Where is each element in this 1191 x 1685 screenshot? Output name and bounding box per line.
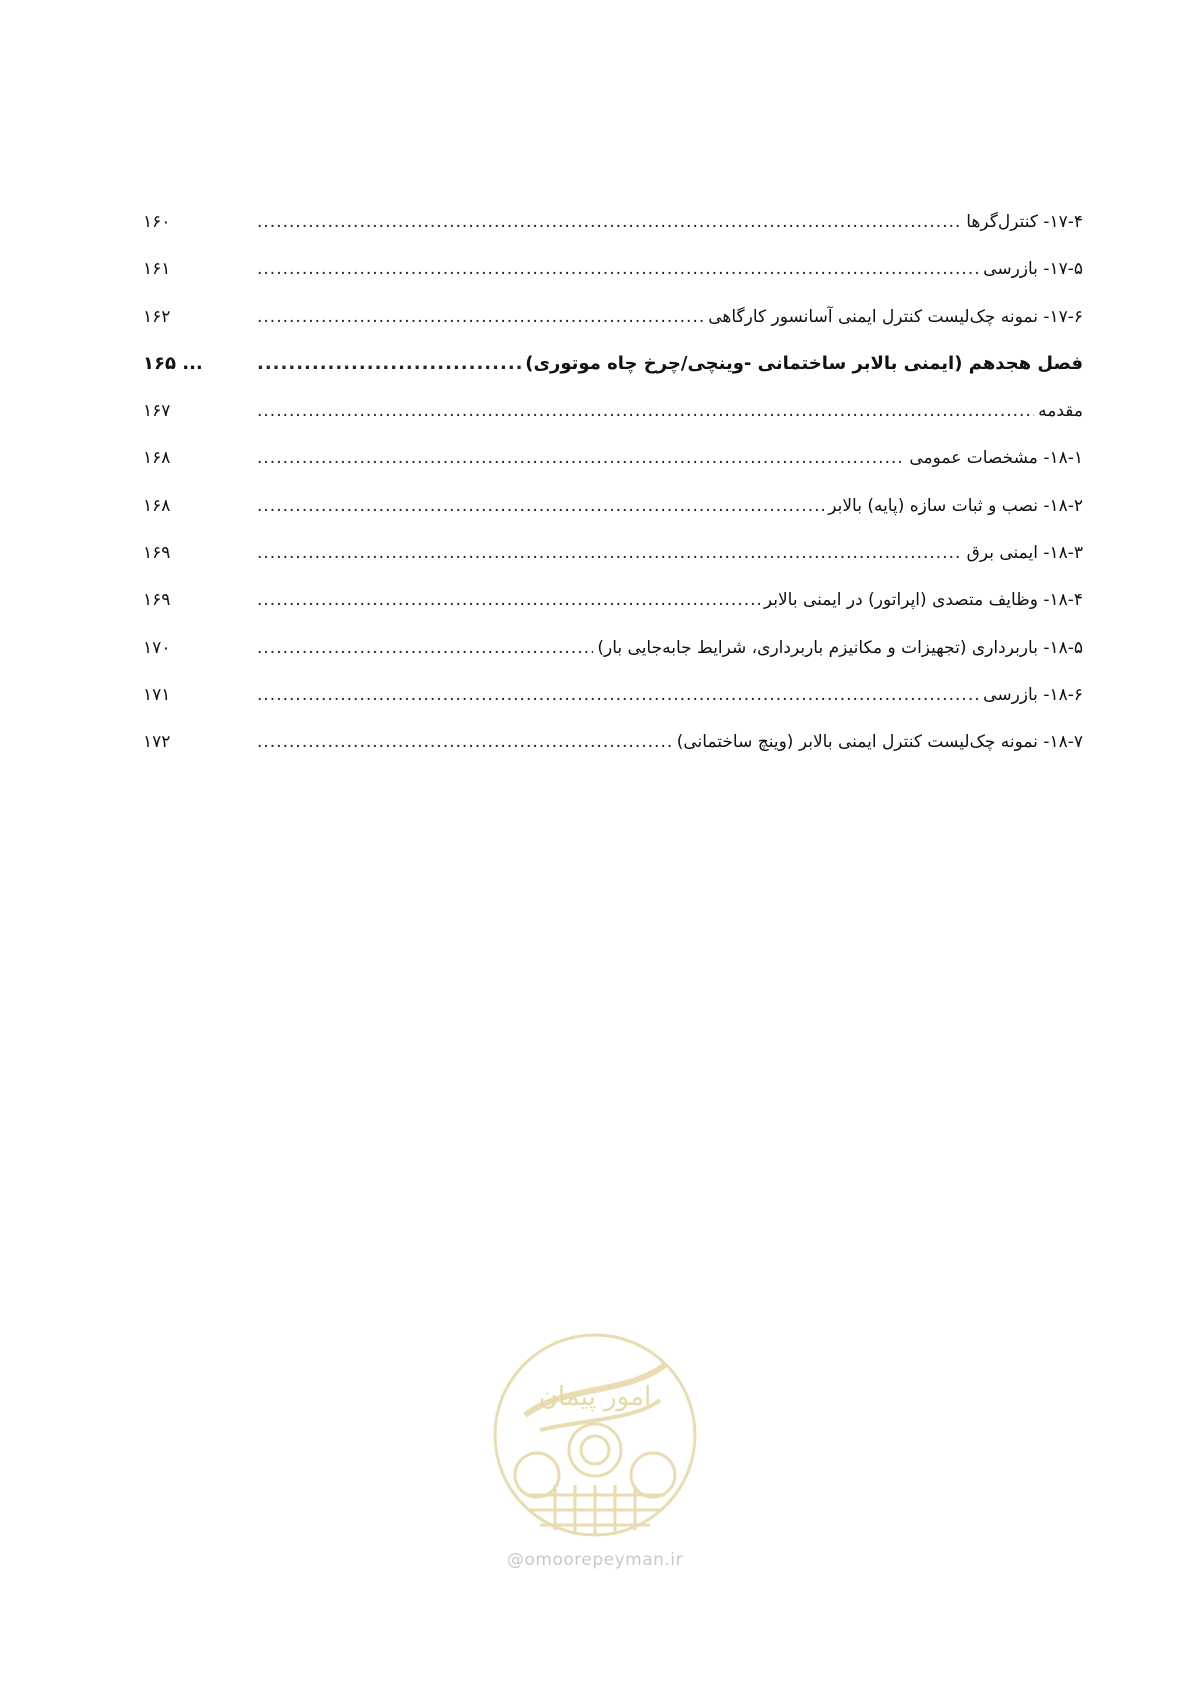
toc-page-number: ۱۶۹ xyxy=(143,590,171,611)
toc-entry-18-4[interactable] xyxy=(143,586,1083,633)
toc-entry-18-1[interactable] xyxy=(143,444,1083,491)
toc-page-number: ۱۶۷ xyxy=(143,401,171,422)
toc-chapter-18[interactable] xyxy=(143,350,1083,397)
toc-dot-leader xyxy=(257,208,962,236)
toc-entry-title: ۱۸-۴- وظایف متصدی (اپراتور) در ایمنی بالابر xyxy=(763,590,1083,611)
toc-page-number: ۱۶۹ xyxy=(143,543,171,564)
toc-entry-18-6[interactable] xyxy=(143,681,1083,728)
toc-dot-leader xyxy=(257,634,593,662)
toc-dot-leader xyxy=(257,350,521,378)
toc-entry-title: ۱۸-۳- ایمنی برق xyxy=(966,543,1083,564)
toc-page-number: ۱۷۰ xyxy=(143,637,171,658)
toc-entry-title: ۱۸-۶- بازرسی xyxy=(983,684,1083,705)
toc-entry-title: ۱۸-۲- نصب و ثبات سازه (پایه) بالابر xyxy=(828,495,1083,516)
toc-entry-17-5[interactable] xyxy=(143,255,1083,302)
toc-dot-leader xyxy=(257,255,979,283)
watermark-site: @omoorepeyman.ir xyxy=(506,1550,684,1570)
toc-entry-title: ۱۷-۶- نمونه چک‌لیست کنترل ایمنی آسانسور کارگاهی xyxy=(708,306,1083,327)
toc-dot-leader xyxy=(257,728,673,756)
toc-entry-18-5[interactable] xyxy=(143,634,1083,681)
watermark-seal-icon xyxy=(485,1325,705,1545)
toc-dot-leader xyxy=(257,303,704,331)
toc-page-number: ۱۶۸ xyxy=(143,448,171,469)
toc-dot-leader xyxy=(257,444,905,472)
toc-entry-title: مقدمه xyxy=(1038,401,1083,422)
toc-chapter-title: فصل هجدهم (ایمنی بالابر ساختمانی -وینچی/چرخ چاه موتوری) xyxy=(525,352,1083,374)
toc-entry-title: ۱۸-۷- نمونه چک‌لیست کنترل ایمنی بالابر (وینچ ساختمانی) xyxy=(676,732,1083,753)
toc-dot-leader xyxy=(257,586,760,614)
toc-entry-18-3[interactable] xyxy=(143,539,1083,586)
toc-entry-title: ۱۷-۴- کنترل‌گرها xyxy=(966,212,1083,232)
toc-entry-18-2[interactable] xyxy=(143,492,1083,539)
toc-dot-leader xyxy=(257,539,963,567)
toc-page-number: ۱۶۱ xyxy=(143,259,171,280)
watermark-logo-text: امور پیمان xyxy=(538,1382,652,1412)
toc-entry-18-7[interactable] xyxy=(143,728,1083,775)
toc-page-number: ۱۷۱ xyxy=(143,684,171,705)
toc-page-number: ۱۶۰ xyxy=(143,212,171,232)
toc-entry-title: ۱۷-۵- بازرسی xyxy=(983,259,1083,280)
toc-entry-title: ۱۸-۵- باربرداری (تجهیزات و مکانیزم باربرداری، شرایط جابه‌جایی بار) xyxy=(597,637,1083,658)
toc-dot-leader xyxy=(257,681,979,709)
toc-page-number: ۱۶۸ xyxy=(143,495,171,516)
toc-page-number: ۱۶۲ xyxy=(143,306,171,327)
toc-page-number: ۱۷۲ xyxy=(143,732,171,753)
toc-entry-17-4[interactable] xyxy=(143,208,1083,255)
watermark-logo xyxy=(485,1325,705,1585)
toc-entry-title: ۱۸-۱- مشخصات عمومی xyxy=(909,448,1083,469)
toc-dot-leader xyxy=(257,397,1034,425)
toc-entry-17-6[interactable] xyxy=(143,303,1083,350)
toc-dot-leader xyxy=(257,492,824,520)
toc-entry-introduction[interactable] xyxy=(143,397,1083,444)
table-of-contents xyxy=(143,208,1083,776)
toc-page-number: ... ۱۶۵ xyxy=(143,352,203,374)
